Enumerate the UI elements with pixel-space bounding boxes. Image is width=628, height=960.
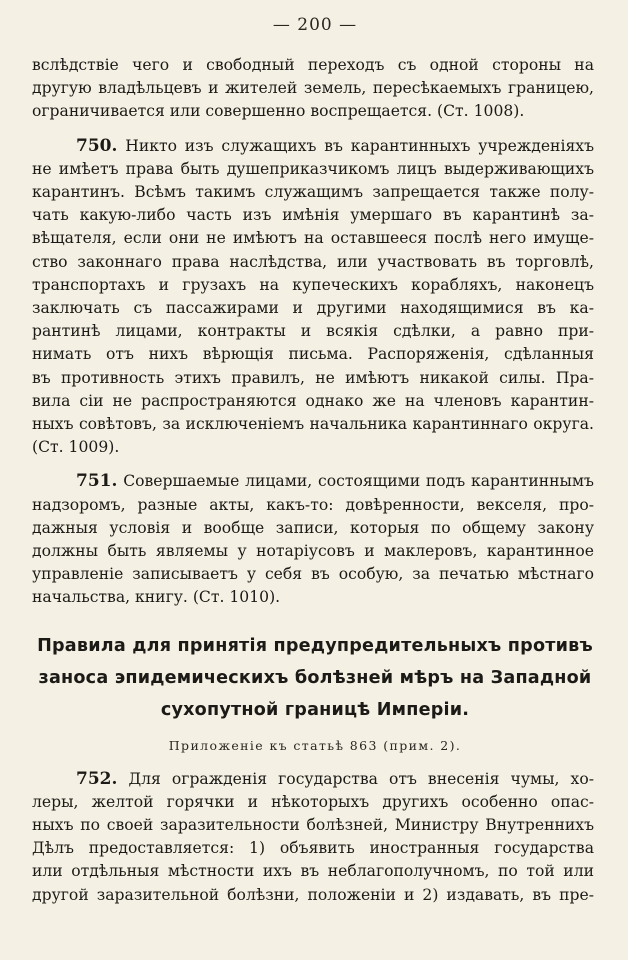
heading-line: сухопутной границѣ Имперіи. <box>160 699 470 720</box>
text-line: вила сіи не распространяются однако же на членовъ карантин- <box>32 391 594 410</box>
article-number: 750. <box>76 135 118 156</box>
text-line: или отдѣльныя мѣстности ихъ въ неблагополучномъ, по той или <box>32 862 594 881</box>
text-line: управленіе записываетъ у себя въ особую, за печатью мѣстнаго <box>32 565 594 584</box>
text-line: вѣщателя, если они не имѣютъ на оставшееся послѣ него имуще- <box>32 229 594 248</box>
text-line: въ противность этихъ правилъ, не имѣютъ никакой силы. Пра- <box>32 368 594 387</box>
text-line: вслѣдствіе чего и свободный переходъ съ одной стороны на <box>32 56 594 74</box>
page-number: — 200 — <box>272 15 358 35</box>
article-first-line <box>32 768 594 791</box>
text-line: леры, желтой горячки и нѣкоторыхъ другихъ особенно опас- <box>32 792 594 811</box>
text-line: чать какую-либо часть изъ имѣнія умершаго въ карантинѣ за- <box>32 206 594 225</box>
article-number: 752. <box>76 768 118 789</box>
article-first-line <box>32 135 594 158</box>
section-heading <box>32 630 598 726</box>
heading-line: Правила для принятія предупредительныхъ противъ <box>37 635 593 656</box>
text-line: не имѣетъ права быть душеприказчикомъ лицъ выдерживающихъ <box>32 159 594 178</box>
text-line: карантинъ. Всѣмъ такимъ служащимъ запрещается также полу- <box>32 183 594 202</box>
text-line: ныхъ совѣтовъ, за исключеніемъ начальника карантиннаго округа. <box>32 415 594 434</box>
article-first-line <box>32 470 594 493</box>
article-751 <box>32 470 598 609</box>
text-line: заключать съ пассажирами и другими находящимися въ ка- <box>32 299 594 318</box>
heading-line: заноса эпидемическихъ болѣзней мѣръ на Западной <box>38 667 592 688</box>
text-line: (Ст. 1009). <box>32 438 120 457</box>
text-line: другой заразительной болѣзни, положеніи и 2) издавать, въ пре- <box>32 885 594 904</box>
text-fragment: Никто изъ служащихъ въ карантинныхъ учрежденіяхъ <box>125 136 594 155</box>
article-750 <box>32 135 598 460</box>
text-fragment: Для огражденія государства отъ внесенія чумы, хо- <box>128 769 594 788</box>
text-line: начальства, книгу. (Ст. 1010). <box>32 588 281 607</box>
text-line: надзоромъ, разные акты, какъ-то: довѣренности, векселя, про- <box>32 495 594 514</box>
text-line: Дѣлъ предоставляется: 1) объявить иностранныя государства <box>32 839 594 858</box>
text-line: рантинѣ лицами, контракты и всякія сдѣлки, а равно при- <box>32 322 594 341</box>
paragraph-continued <box>32 54 598 124</box>
text-line: нимать отъ нихъ вѣрющія письма. Распоряженія, сдѣланныя <box>32 345 594 364</box>
text-line: транспортахъ и грузахъ на купеческихъ корабляхъ, наконецъ <box>32 275 594 294</box>
text-line: дажныя условія и вообще записи, которыя по общему закону <box>32 518 594 537</box>
appendix-note: Приложеніе къ статьѣ 863 (прим. 2). <box>168 737 462 753</box>
article-number: 751. <box>76 471 118 492</box>
text-line: ство законнаго права наслѣдства, или участвовать въ торговлѣ, <box>32 252 594 271</box>
text-line: другую владѣльцевъ и жителей земель, пересѣкаемыхъ границею, <box>32 79 594 98</box>
text-line: ограничивается или совершенно воспрещается. (Ст. 1008). <box>32 102 525 121</box>
text-line: ныхъ по своей заразительности болѣзней, Министру Внутреннихъ <box>32 816 594 835</box>
article-752 <box>32 768 598 907</box>
text-line: должны быть являемы у нотаріусовъ и маклеровъ, карантинное <box>32 542 594 561</box>
text-fragment: Совершаемые лицами, состоящими подъ карантиннымъ <box>123 472 594 491</box>
